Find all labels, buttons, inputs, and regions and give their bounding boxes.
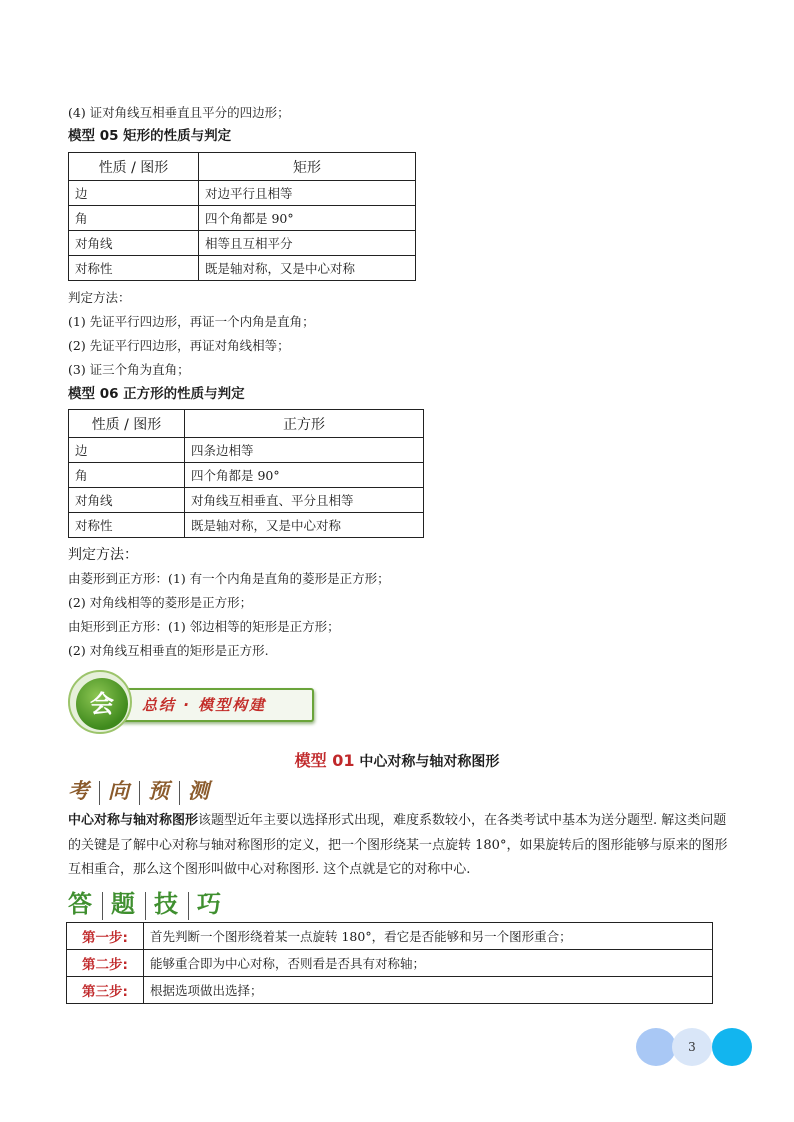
table-header-cell: 正方形 xyxy=(185,410,424,438)
banner-bar xyxy=(108,688,314,722)
table-cell: 边 xyxy=(69,181,199,206)
method-rule: (2) 对角线相等的菱形是正方形； xyxy=(68,595,253,610)
step-label: 第一步: xyxy=(67,923,144,950)
table-row xyxy=(67,923,713,950)
section-char: 预 xyxy=(148,778,171,803)
separator xyxy=(102,892,103,920)
rectangle-properties-table xyxy=(68,152,416,281)
model-title xyxy=(0,748,794,771)
table-cell: 角 xyxy=(69,206,199,231)
table-cell: 相等且互相平分 xyxy=(199,231,416,256)
model-number: 模型 01 xyxy=(294,751,355,770)
banner-text: 总结 · 模型构建 xyxy=(142,696,267,714)
separator xyxy=(99,781,100,805)
section-char: 测 xyxy=(188,778,211,803)
method-rule: (2) 对角线互相垂直的矩形是正方形. xyxy=(68,643,269,658)
table-header-cell: 性质 / 图形 xyxy=(69,410,185,438)
page-number-badge xyxy=(636,1028,752,1066)
table-header-row xyxy=(69,410,424,438)
table-cell: 对角线互相垂直、平分且相等 xyxy=(185,488,424,513)
table-cell: 对称性 xyxy=(69,513,185,538)
model-name: 中心对称与轴对称图形 xyxy=(359,754,500,770)
condition-4: (4) 证对角线互相垂直且平分的四边形； xyxy=(68,105,290,120)
table-cell: 角 xyxy=(69,463,185,488)
section-forecast-label xyxy=(68,775,211,805)
section-char: 向 xyxy=(108,778,131,803)
steps-table xyxy=(66,922,713,1004)
banner-badge xyxy=(68,670,132,734)
method-rule: (1) 先证平行四边形，再证一个内角是直角； xyxy=(68,314,315,329)
badge-circle xyxy=(712,1028,752,1066)
section-char: 答 xyxy=(68,889,94,918)
forecast-paragraph xyxy=(68,809,738,883)
method-rule: (3) 证三个角为直角； xyxy=(68,362,190,377)
banner-badge-inner xyxy=(76,678,128,730)
step-text: 根据选项做出选择； xyxy=(144,977,713,1004)
banner-char: 会 xyxy=(90,690,114,718)
table-cell: 四条边相等 xyxy=(185,438,424,463)
table-row xyxy=(69,206,416,231)
method-label: 判定方法： xyxy=(68,290,131,305)
paragraph-text: 该题型近年主要以选择形式出现，难度系数较小，在各类考试中基本为送分题型. 解这类问题的关键是了解中心对称与轴对称图形的定义，把一个图形绕某一点旋转 180°，如果旋转后的图形能够与原来的图形互相重合，那么这个图形叫做中心对称图形. 这个点就是它的对称中心. xyxy=(68,813,728,877)
step-label: 第二步: xyxy=(67,950,144,977)
method-rule: 由菱形到正方形：(1) 有一个内角是直角的菱形是正方形； xyxy=(68,571,390,586)
table-row xyxy=(69,438,424,463)
step-text: 首先判断一个图形绕着某一点旋转 180°，看它是否能够和另一个图形重合； xyxy=(144,923,713,950)
separator xyxy=(139,781,140,805)
table-header-cell: 矩形 xyxy=(199,153,416,181)
section-char: 题 xyxy=(111,889,137,918)
table-cell: 对称性 xyxy=(69,256,199,281)
paragraph-bold-term: 中心对称与轴对称图形 xyxy=(68,813,199,828)
table-row xyxy=(67,950,713,977)
model-05-heading: 模型 05 矩形的性质与判定 xyxy=(68,128,232,144)
method-rule: (2) 先证平行四边形，再证对角线相等； xyxy=(68,338,290,353)
summary-banner xyxy=(68,670,318,734)
table-row xyxy=(69,488,424,513)
step-text: 能够重合即为中心对称，否则看是否具有对称轴； xyxy=(144,950,713,977)
table-cell: 对角线 xyxy=(69,488,185,513)
table-cell: 四个角都是 90° xyxy=(199,206,416,231)
separator xyxy=(179,781,180,805)
section-char: 考 xyxy=(68,778,91,803)
badge-circle xyxy=(636,1028,676,1066)
page-number: 3 xyxy=(688,1040,696,1054)
table-row xyxy=(69,181,416,206)
square-properties-table xyxy=(68,409,424,538)
table-row xyxy=(69,256,416,281)
table-cell: 对角线 xyxy=(69,231,199,256)
table-cell: 既是轴对称，又是中心对称 xyxy=(185,513,424,538)
step-label: 第三步: xyxy=(67,977,144,1004)
model-06-heading: 模型 06 正方形的性质与判定 xyxy=(68,386,245,402)
section-char: 技 xyxy=(154,889,180,918)
table-cell: 四个角都是 90° xyxy=(185,463,424,488)
separator xyxy=(145,892,146,920)
table-row xyxy=(67,977,713,1004)
table-row xyxy=(69,513,424,538)
method-label: 判定方法： xyxy=(68,547,138,563)
table-header-cell: 性质 / 图形 xyxy=(69,153,199,181)
table-cell: 边 xyxy=(69,438,185,463)
table-row xyxy=(69,463,424,488)
method-rule: 由矩形到正方形：(1) 邻边相等的矩形是正方形； xyxy=(68,619,340,634)
table-row xyxy=(69,231,416,256)
table-cell: 既是轴对称，又是中心对称 xyxy=(199,256,416,281)
section-tips-label xyxy=(68,884,223,920)
table-header-row xyxy=(69,153,416,181)
table-cell: 对边平行且相等 xyxy=(199,181,416,206)
section-char: 巧 xyxy=(197,889,223,918)
separator xyxy=(188,892,189,920)
